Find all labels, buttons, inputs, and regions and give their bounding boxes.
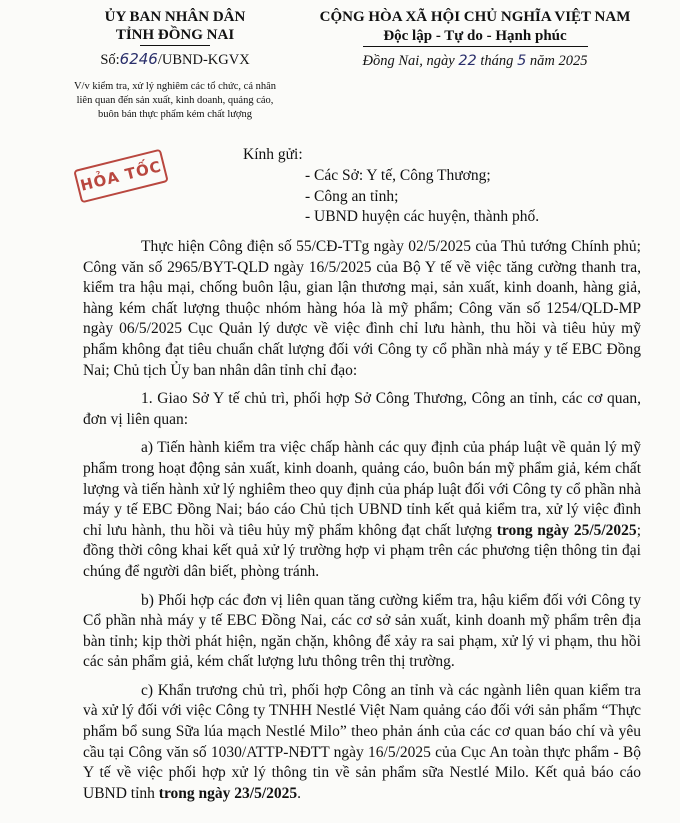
recipient-item: - Các Sở: Y tế, Công Thương; xyxy=(305,167,491,184)
greeting: Kính gửi: xyxy=(243,146,303,163)
national-header xyxy=(300,8,650,71)
subject-line-3: buôn bán thực phẩm kém chất lượng xyxy=(98,109,252,120)
issuer-province: TỈNH ĐỒNG NAI xyxy=(115,27,235,43)
urgent-stamp: HỎA TỐC xyxy=(73,149,169,204)
subject-line-2: liên quan đến sản xuất, kinh doanh, quảng cáo, xyxy=(76,95,274,106)
directive-item-a xyxy=(83,438,641,582)
document-subject xyxy=(50,80,300,122)
document-number-prefix: Số: xyxy=(100,52,120,68)
subject-line-1: V/v kiểm tra, xử lý nghiêm các tổ chức, cá nhân xyxy=(73,81,277,92)
directive-item-c xyxy=(83,681,641,805)
recipient-list xyxy=(305,166,539,228)
intro-paragraph: Thực hiện Công điện số 55/CĐ-TTg ngày 02/5/2025 của Thủ tướng Chính phủ; Công văn số 2965/BYT-QLD ngày 16/5/2025 của Bộ Y tế về việc tăng cường thanh tra, kiểm tra hậu mại, chống buôn lậu, gian lận thương mại, sản xuất, kinh doanh, hàng giả, hàng kém chất lượng thuộc nhóm hàng hóa là mỹ phẩm; Công văn số 1254/QLD-MP ngày 06/5/2025 Cục Quản lý dược về việc đình chỉ lưu hành, thu hồi và tiêu hủy mỹ phẩm không đạt tiêu chuẩn chất lượng đối với Công ty cổ phần nhà máy y tế EBC Đồng Nai; Chủ tịch Ủy ban nhân dân tỉnh chỉ đạo: xyxy=(83,238,641,379)
recipient-item: - UBND huyện các huyện, thành phố. xyxy=(305,208,540,225)
document-number xyxy=(70,50,280,69)
item-a-deadline: trong ngày 25/5/2025 xyxy=(496,521,637,539)
date-year: năm 2025 xyxy=(529,53,588,69)
motto-divider xyxy=(363,46,588,47)
date-month: 5 xyxy=(517,53,527,69)
issuer-divider xyxy=(140,45,210,46)
document-number-suffix: /UBND-KGVX xyxy=(157,52,250,68)
date-prefix: Đồng Nai, ngày xyxy=(362,53,455,69)
date-day: 22 xyxy=(458,53,477,69)
issuer-agency: ỦY BAN NHÂN DÂN xyxy=(104,9,246,25)
issue-date xyxy=(300,52,650,71)
item-a-text-end: ; đồng thời công khai kết quả xử lý trường hợp vi phạm trên các phương tiện thông tin đại chúng để người dân biết, phòng tránh. xyxy=(83,521,641,580)
issuer-header xyxy=(70,8,280,69)
nation-title: CỘNG HÒA XÃ HỘI CHỦ NGHĨA VIỆT NAM xyxy=(319,9,631,25)
document-body xyxy=(83,237,641,812)
directive-item-1: 1. Giao Sở Y tế chủ trì, phối hợp Sở Công Thương, Công an tỉnh, các cơ quan, đơn vị liên quan: xyxy=(83,390,641,428)
national-motto: Độc lập - Tự do - Hạnh phúc xyxy=(383,28,567,44)
item-c-text-end: . xyxy=(297,784,302,802)
item-c-text: c) Khẩn trương chủ trì, phối hợp Công an tỉnh và các ngành liên quan kiểm tra và xử lý đối với việc Công ty TNHH Nestlé Việt Nam quảng cáo đối với sản phẩm “Thực phẩm bổ sung Sữa lúa mạch Nestlé Milo” theo phản ánh của các cơ quan báo chí và yêu cầu tại Công văn số 1030/ATTP-NĐTT ngày 16/5/2025 của Cục An toàn thực phẩm - Bộ Y tế về việc phối hợp xử lý thông tin về sản phẩm sữa Nestlé Milo. Kết quả báo cáo UBND tỉnh xyxy=(83,681,641,802)
date-month-label: tháng xyxy=(480,53,514,69)
recipient-item: - Công an tỉnh; xyxy=(305,187,399,205)
document-number-handwritten: 6246 xyxy=(119,50,158,68)
directive-item-b: b) Phối hợp các đơn vị liên quan tăng cường kiểm tra, hậu kiểm đối với Công ty Cổ phần nhà máy y tế EBC Đồng Nai, các cơ sở sản xuất, kinh doanh mỹ phẩm trên địa bàn tỉnh; kịp thời phát hiện, ngăn chặn, không để xảy ra sai phạm, xử lý vi phạm, thu hồi các sản phẩm giả, kém chất lượng lưu thông trên thị trường. xyxy=(83,591,641,671)
item-c-deadline: trong ngày 23/5/2025 xyxy=(158,784,298,802)
item-a-text: a) Tiến hành kiểm tra việc chấp hành các quy định của pháp luật về quản lý mỹ phẩm trong hoạt động sản xuất, kinh doanh, quảng cáo, buôn bán mỹ phẩm giả, kém chất lượng và tiến hành xử lý nghiêm theo quy định của pháp luật đối với Công ty cổ phần nhà máy y tế EBC Đồng Nai; báo cáo Chủ tịch UBND tỉnh kết quả kiểm tra, xử lý việc đình chỉ lưu hành, thu hồi và tiêu hủy mỹ phẩm không đạt chất lượng xyxy=(83,439,641,539)
